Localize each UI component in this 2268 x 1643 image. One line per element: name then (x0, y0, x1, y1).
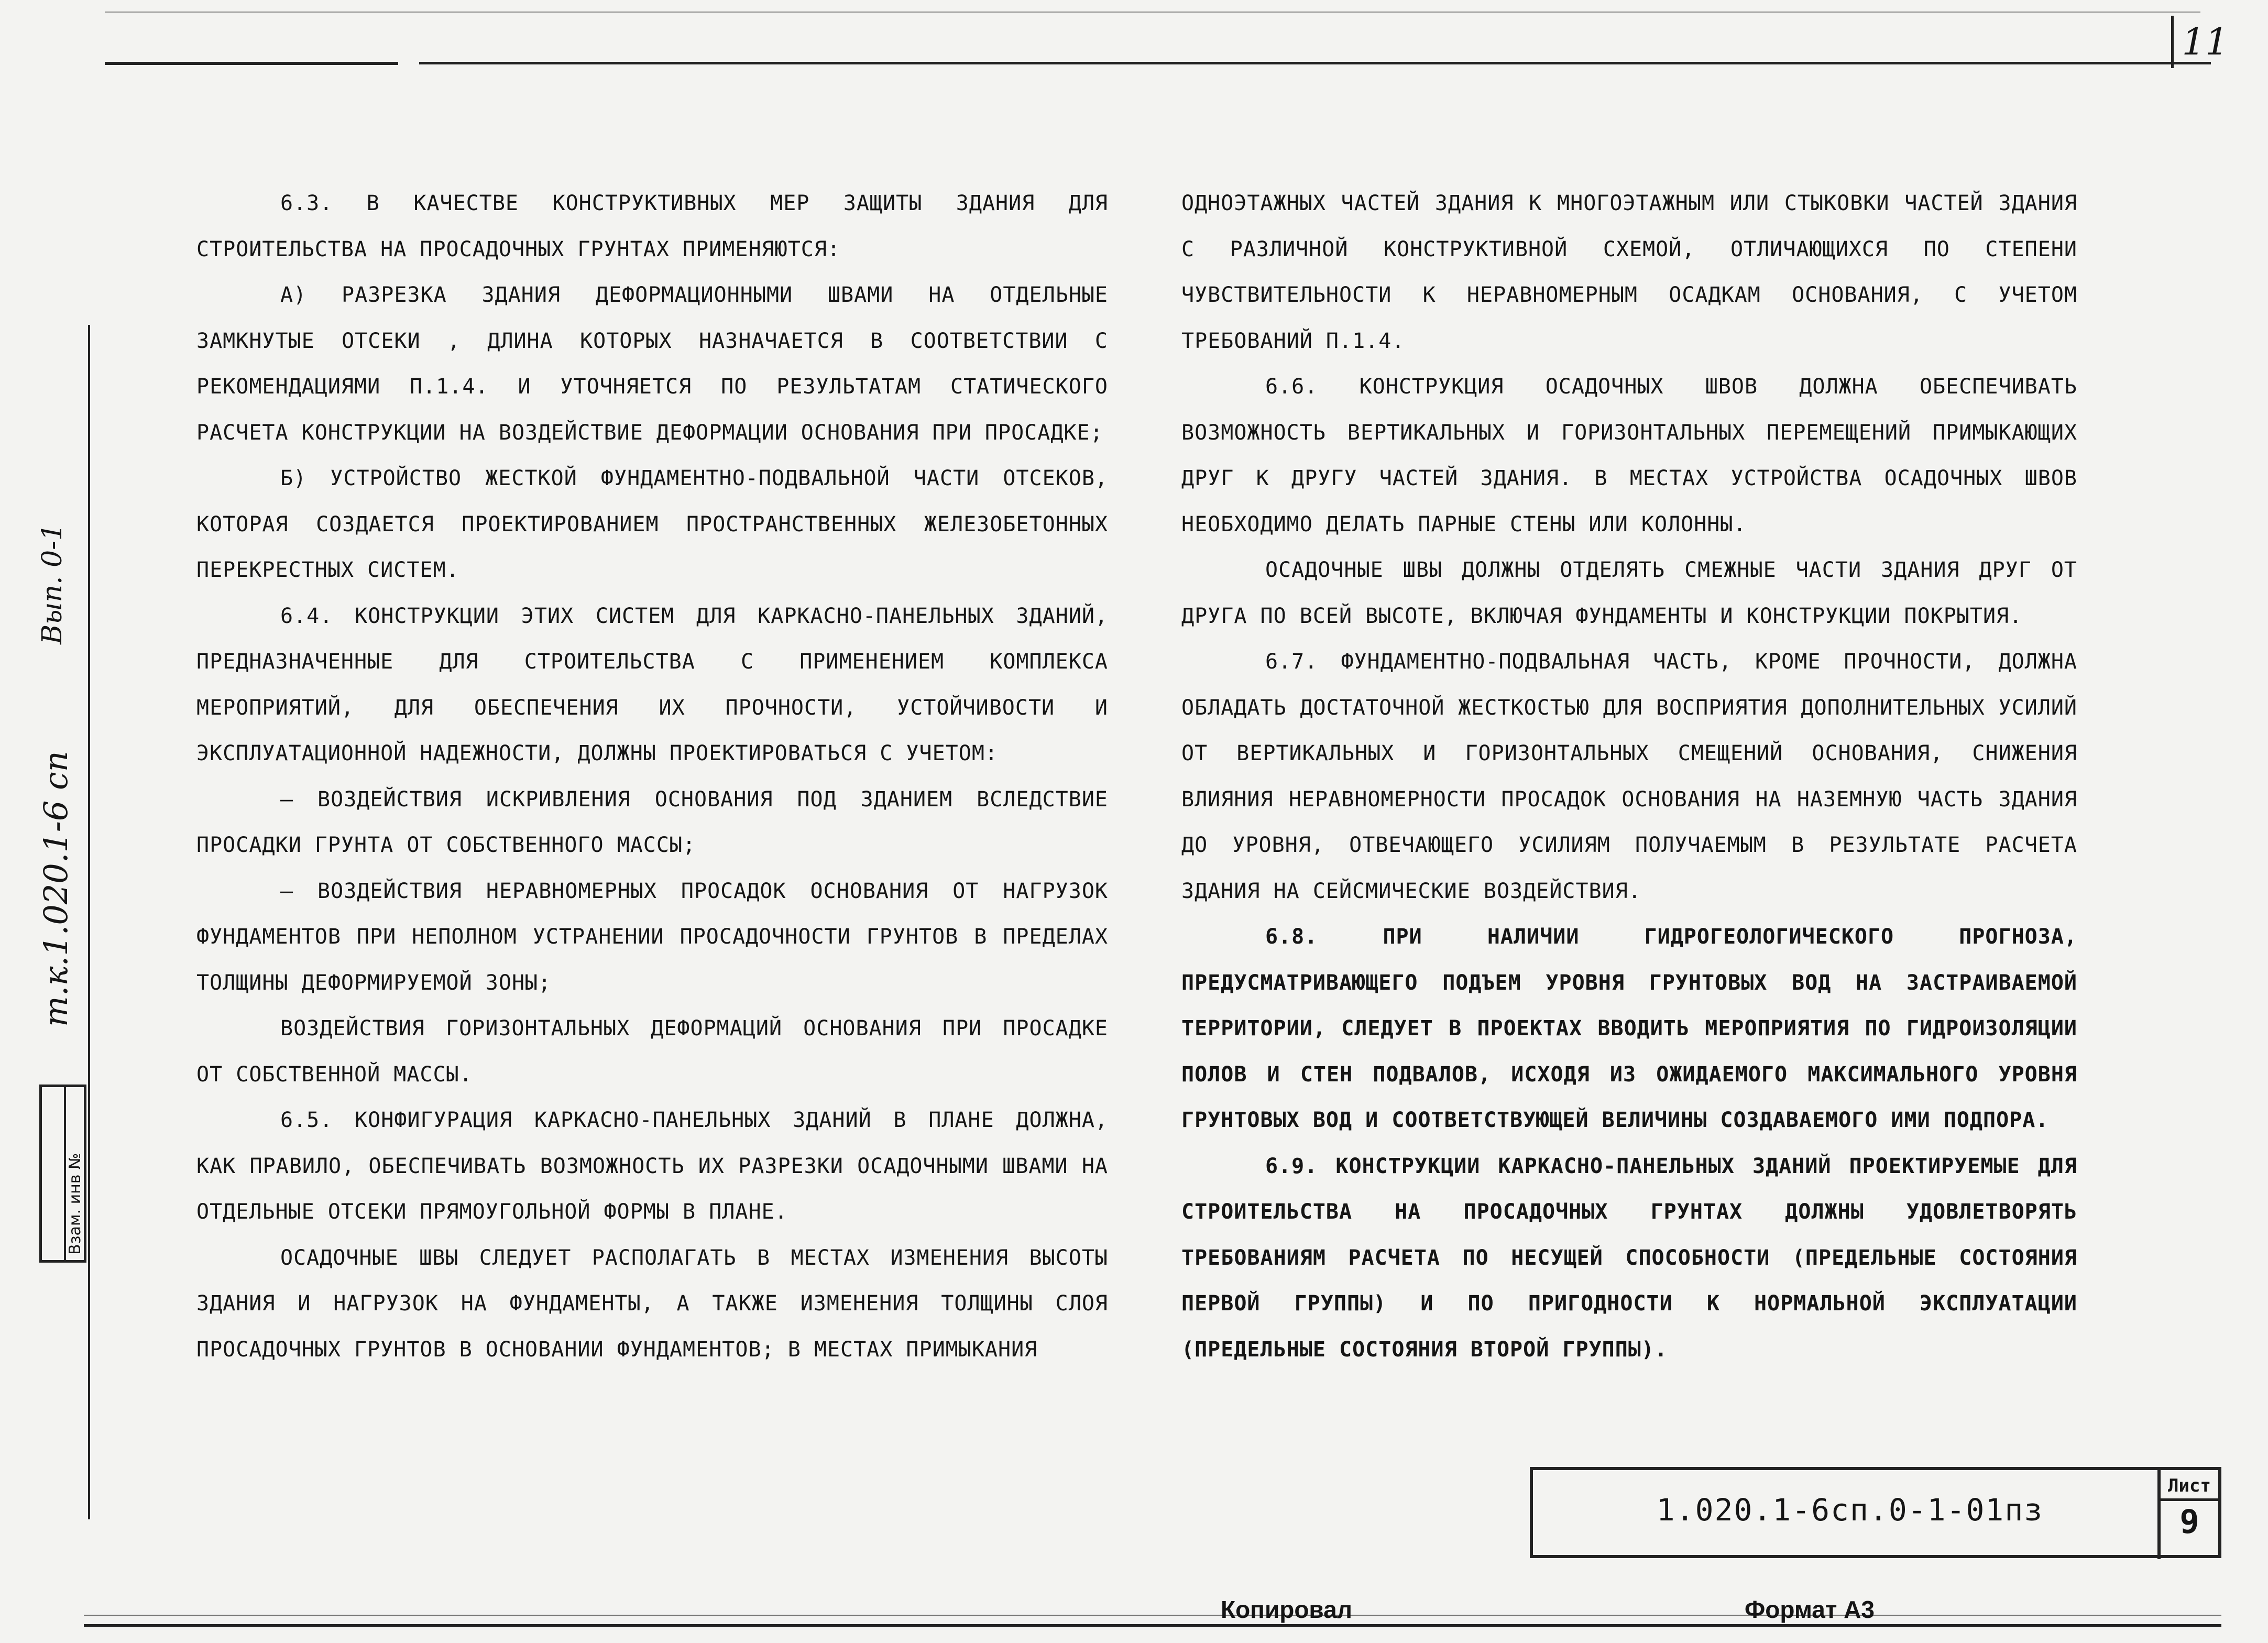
footer-format-label: Формат А3 (1745, 1596, 1875, 1623)
stamp-label: Взам. инв № (66, 1153, 84, 1255)
paragraph-6-3: 6.3. В КАЧЕСТВЕ КОНСТРУКТИВНЫХ МЕР ЗАЩИТЫ ЗДАНИЯ ДЛЯ СТРОИТЕЛЬСТВА НА ПРОСАДОЧНЫХ ГРУНТАХ ПРИМЕНЯЮТСЯ: (196, 191, 1108, 261)
paragraph-item-b: Б) УСТРОЙСТВО ЖЕСТКОЙ ФУНДАМЕНТНО-ПОДВАЛЬНОЙ ЧАСТИ ОТСЕКОВ, КОТОРАЯ СОЗДАЕТСЯ ПРОЕКТИРОВАНИЕМ ПРОСТРАНСТВЕННЫХ ЖЕЛЕЗОБЕТОННЫХ ПЕРЕКРЕСТНЫХ СИСТЕМ. (196, 466, 1108, 582)
paragraph-6-8: 6.8. ПРИ НАЛИЧИИ ГИДРОГЕОЛОГИЧЕСКОГО ПРОГНОЗА, ПРЕДУСМАТРИВАЮЩЕГО ПОДЪЕМ УРОВНЯ ГРУНТОВЫХ ВОД НА ЗАСТРАИВАЕМОЙ ТЕРРИТОРИИ, СЛЕДУЕТ В ПРОЕКТАХ ВВОДИТЬ МЕРОПРИЯТИЯ ПО ГИДРОИЗОЛЯЦИИ ПОЛОВ И СТЕН ПОДВАЛОВ, ИСХОДЯ ИЗ ОЖИДАЕМОГО МАКСИМАЛЬНОГО УРОВНЯ ГРУНТОВЫХ ВОД И СООТВЕТСТВУЮЩЕЙ ВЕЛИЧИНЫ СОЗДАВАЕМОГО ИМИ ПОДПОРА. (1181, 925, 2077, 1132)
footer-copied-label: Копировал (1221, 1596, 1352, 1623)
paragraph-dash-3: ВОЗДЕЙСТВИЯ ГОРИЗОНТАЛЬНЫХ ДЕФОРМАЦИЙ ОСНОВАНИЯ ПРИ ПРОСАДКЕ ОТ СОБСТВЕННОЙ МАССЫ. (196, 1016, 1108, 1087)
replacement-stamp-box (39, 1085, 86, 1263)
left-margin (0, 0, 105, 1643)
sheet-corner-number: 11 (2171, 16, 2237, 68)
paragraph-dash-1: – ВОЗДЕЙСТВИЯ ИСКРИВЛЕНИЯ ОСНОВАНИЯ ПОД ЗДАНИЕМ ВСЛЕДСТВИЕ ПРОСАДКИ ГРУНТА ОТ СОБСТВЕННОГО МАССЫ; (196, 787, 1108, 857)
left-margin-rule (88, 325, 90, 1519)
paragraph-6-5: 6.5. КОНФИГУРАЦИЯ КАРКАСНО-ПАНЕЛЬНЫХ ЗДАНИЙ В ПЛАНЕ ДОЛЖНА, КАК ПРАВИЛО, ОБЕСПЕЧИВАТЬ ВОЗМОЖНОСТЬ ИХ РАЗРЕЗКИ ОСАДОЧНЫМИ ШВАМИ НА ОТДЕЛЬНЫЕ ОТСЕКИ ПРЯМОУГОЛЬНОЙ ФОРМЫ В ПЛАНЕ. (196, 1108, 1108, 1224)
bottom-rule-thin (84, 1615, 2221, 1616)
sheet-label: Лист (2161, 1473, 2218, 1501)
top-rule-thin (105, 12, 2200, 13)
paragraph-continuation: ОДНОЭТАЖНЫХ ЧАСТЕЙ ЗДАНИЯ К МНОГОЭТАЖНЫМ ИЛИ СТЫКОВКИ ЧАСТЕЙ ЗДАНИЯ С РАЗЛИЧНОЙ КОНСТРУКТИВНОЙ СХЕМОЙ, ОТЛИЧАЮЩИХСЯ ПО СТЕПЕНИ ЧУВСТВИТЕЛЬНОСТИ К НЕРАВНОМЕРНЫМ ОСАДКАМ ОСНОВАНИЯ, С УЧЕТОМ ТРЕБОВАНИЙ П.1.4. (1181, 191, 2077, 353)
bottom-rule (84, 1624, 2221, 1627)
title-block-base-rule (1530, 1555, 2221, 1558)
paragraph-dash-2: – ВОЗДЕЙСТВИЯ НЕРАВНОМЕРНЫХ ПРОСАДОК ОСНОВАНИЯ ОТ НАГРУЗОК ФУНДАМЕНТОВ ПРИ НЕПОЛНОМ УСТРАНЕНИИ ПРОСАДОЧНОСТИ ГРУНТОВ В ПРЕДЕЛАХ ТОЛЩИНЫ ДЕФОРМИРУЕМОЙ ЗОНЫ; (196, 879, 1108, 995)
paragraph-6-6: 6.6. КОНСТРУКЦИЯ ОСАДОЧНЫХ ШВОВ ДОЛЖНА ОБЕСПЕЧИВАТЬ ВОЗМОЖНОСТЬ ВЕРТИКАЛЬНЫХ И ГОРИЗОНТАЛЬНЫХ ПЕРЕМЕЩЕНИЙ ПРИМЫКАЮЩИХ ДРУГ К ДРУГУ ЧАСТЕЙ ЗДАНИЯ. В МЕСТАХ УСТРОЙСТВА ОСАДОЧНЫХ ШВОВ НЕОБХОДИМО ДЕЛАТЬ ПАРНЫЕ СТЕНЫ ИЛИ КОЛОННЫ. (1181, 375, 2077, 536)
paragraph-item-a: А) РАЗРЕЗКА ЗДАНИЯ ДЕФОРМАЦИОННЫМИ ШВАМИ НА ОТДЕЛЬНЫЕ ЗАМКНУТЫЕ ОТСЕКИ , ДЛИНА КОТОРЫХ НАЗНАЧАЕТСЯ В СООТВЕТСТВИИ С РЕКОМЕНДАЦИЯМИ П.1.4. И УТОЧНЯЕТСЯ ПО РЕЗУЛЬТАТАМ СТАТИЧЕСКОГО РАСЧЕТА КОНСТРУКЦИИ НА ВОЗДЕЙСТВИЕ ДЕФОРМАЦИИ ОСНОВАНИЯ ПРИ ПРОСАДКЕ; (196, 283, 1108, 445)
sheet-cell (2157, 1470, 2218, 1559)
document-code: 1.020.1-6сп.0-1-01пз (1656, 1492, 2044, 1528)
vertical-series-label: т.к.1.020.1-6 сп (37, 751, 75, 1027)
right-text-column (1181, 181, 2077, 1373)
sheet-number: 9 (2179, 1503, 2199, 1541)
paragraph-6-4: 6.4. КОНСТРУКЦИИ ЭТИХ СИСТЕМ ДЛЯ КАРКАСНО-ПАНЕЛЬНЫХ ЗДАНИЙ, ПРЕДНАЗНАЧЕННЫЕ ДЛЯ СТРОИТЕЛЬСТВА С ПРИМЕНЕНИЕМ КОМПЛЕКСА МЕРОПРИЯТИЙ, ДЛЯ ОБЕСПЕЧЕНИЯ ИХ ПРОЧНОСТИ, УСТОЙЧИВОСТИ И ЭКСПЛУАТАЦИОННОЙ НАДЕЖНОСТИ, ДОЛЖНЫ ПРОЕКТИРОВАТЬСЯ С УЧЕТОМ: (196, 604, 1108, 765)
top-rule-right (419, 62, 2211, 64)
paragraph-6-9: 6.9. КОНСТРУКЦИИ КАРКАСНО-ПАНЕЛЬНЫХ ЗДАНИЙ ПРОЕКТИРУЕМЫЕ ДЛЯ СТРОИТЕЛЬСТВА НА ПРОСАДОЧНЫХ ГРУНТАХ ДОЛЖНЫ УДОВЛЕТВОРЯТЬ ТРЕБОВАНИЯМ РАСЧЕТА ПО НЕСУЩЕЙ СПОСОБНОСТИ (ПРЕДЕЛЬНЫЕ СОСТОЯНИЯ ПЕРВОЙ ГРУППЫ) И ПО ПРИГОДНОСТИ К НОРМАЛЬНОЙ ЭКСПЛУАТАЦИИ (ПРЕДЕЛЬНЫЕ СОСТОЯНИЯ ВТОРОЙ ГРУППЫ). (1181, 1154, 2077, 1362)
paragraph-joints: ОСАДОЧНЫЕ ШВЫ СЛЕДУЕТ РАСПОЛАГАТЬ В МЕСТАХ ИЗМЕНЕНИЯ ВЫСОТЫ ЗДАНИЯ И НАГРУЗОК НА ФУНДАМЕНТЫ, А ТАКЖЕ ИЗМЕНЕНИЯ ТОЛЩИНЫ СЛОЯ ПРОСАДОЧНЫХ ГРУНТОВ В ОСНОВАНИИ ФУНДАМЕНТОВ; В МЕСТАХ ПРИМЫКАНИЯ (196, 1245, 1108, 1362)
left-text-column (196, 181, 1108, 1373)
paragraph-joints-height: ОСАДОЧНЫЕ ШВЫ ДОЛЖНЫ ОТДЕЛЯТЬ СМЕЖНЫЕ ЧАСТИ ЗДАНИЯ ДРУГ ОТ ДРУГА ПО ВСЕЙ ВЫСОТЕ, ВКЛЮЧАЯ ФУНДАМЕНТЫ И КОНСТРУКЦИИ ПОКРЫТИЯ. (1181, 558, 2077, 628)
vertical-issue-label: Вып. 0-1 (37, 523, 68, 644)
top-rule-left (105, 62, 398, 65)
title-block (1530, 1467, 2221, 1556)
paragraph-6-7: 6.7. ФУНДАМЕНТНО-ПОДВАЛЬНАЯ ЧАСТЬ, КРОМЕ ПРОЧНОСТИ, ДОЛЖНА ОБЛАДАТЬ ДОСТАТОЧНОЙ ЖЕСТКОСТЬЮ ДЛЯ ВОСПРИЯТИЯ ДОПОЛНИТЕЛЬНЫХ УСИЛИЙ ОТ ВЕРТИКАЛЬНЫХ И ГОРИЗОНТАЛЬНЫХ СМЕЩЕНИЙ ОСНОВАНИЯ, СНИЖЕНИЯ ВЛИЯНИЯ НЕРАВНОМЕРНОСТИ ПРОСАДОК ОСНОВАНИЯ НА НАЗЕМНУЮ ЧАСТЬ ЗДАНИЯ ДО УРОВНЯ, ОТВЕЧАЮЩЕГО УСИЛИЯМ ПОЛУЧАЕМЫМ В РЕЗУЛЬТАТЕ РАСЧЕТА ЗДАНИЯ НА СЕЙСМИЧЕСКИЕ ВОЗДЕЙСТВИЯ. (1181, 650, 2077, 903)
